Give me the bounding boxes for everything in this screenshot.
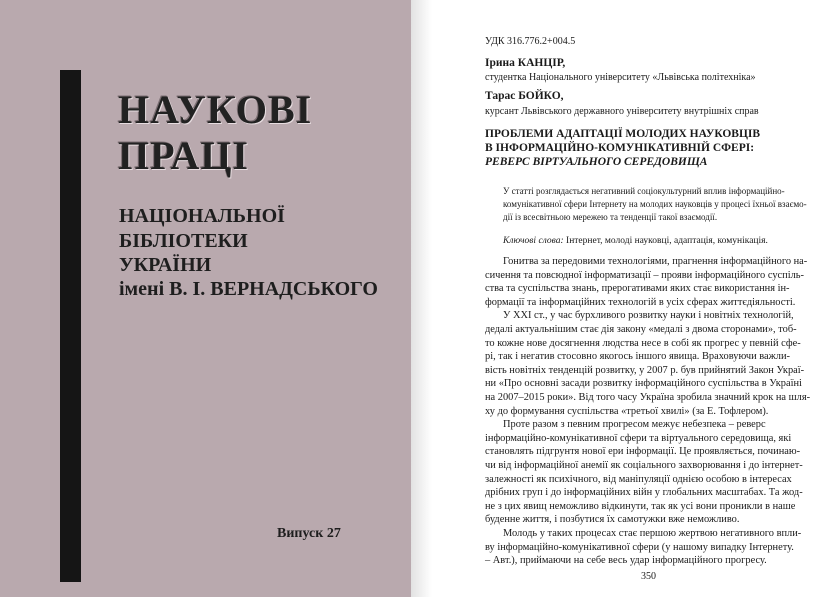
body-line: – Авт.), приймаючи на себе весь удар інформаційного прогресу. (485, 555, 767, 567)
article-title-line-1: ПРОБЛЕМИ АДАПТАЦІЇ МОЛОДИХ НАУКОВЦІВ (485, 128, 761, 140)
body-line: У XXI ст., у час бурхливого розвитку науки і новітніх технологій, (503, 310, 794, 322)
author-2-name: Тарас БОЙКО, (485, 90, 564, 102)
article-title-line-3: РЕВЕРС ВІРТУАЛЬНОГО СЕРЕДОВИЩА (485, 156, 708, 168)
author-1-affiliation: студентка Національного університету «Львівська політехніка» (485, 72, 756, 83)
author-2-affiliation: курсант Львівського державного університету внутрішніх справ (485, 106, 759, 117)
cover-title-line-2: ПРАЦІ (118, 133, 249, 178)
body-line: вість новітніх тенденцій розвитку, у 2007 р. був прийнятий Закон Украї- (485, 364, 805, 376)
udk-code: УДК 316.776.2+004.5 (485, 36, 576, 47)
body-line: ства та суспільства знань, прерогативами яких стає використання ін- (485, 283, 790, 295)
abstract-line-3: дії із всесвітньою мережею та тенденції такої взаємодії. (503, 212, 718, 222)
article-title-line-2: В ІНФОРМАЦІЙНО-КОМУНІКАТИВНІЙ СФЕРІ: (485, 142, 755, 154)
body-line: Гонитва за передовими технологіями, прагнення інформаційного на- (503, 256, 808, 267)
body-line: на 2007–2015 роки». Від того часу Україна зробила значний крок на шля- (485, 392, 811, 403)
abstract-line-2: комунікативної сфери Інтернету на молодих науковців у процесі їхньої взаємо- (503, 199, 807, 209)
page-number: 350 (641, 570, 656, 582)
cover-title-line-1: НАУКОВІ (118, 87, 313, 132)
book-gutter (411, 0, 441, 597)
cover-vertical-bar (60, 70, 81, 582)
cover-subtitle-line-2: БІБЛІОТЕКИ (119, 230, 248, 252)
body-line: то кожне нове досягнення людства несе в собі як прогрес у певній сфе- (485, 337, 801, 349)
article-page (441, 0, 825, 597)
body-line: Проте разом з певним прогресом межує небезпека – реверс (503, 419, 766, 431)
keywords-label: Ключові слова: (503, 236, 564, 246)
body-line: ху до формування суспільства «третьої хвилі» (за Е. Тофлером). (485, 405, 769, 417)
body-line: рі, так і негатив стосовно якогось іншого явища. Враховуючи важли- (485, 351, 790, 363)
body-line: дрібних груп і до інформаційних війн у глобальних масштабах. Та жод- (485, 487, 803, 499)
body-line: ни «Про основні засади розвитку інформаційного суспільства в Україні (485, 378, 802, 390)
cover-issue-number: Випуск 27 (277, 526, 341, 541)
book-cover (0, 0, 411, 597)
body-line: становлять підгрунтя нової ери інформації. Це проявляється, починаю- (485, 446, 801, 458)
author-1-name: Ірина КАНЦІР, (485, 57, 566, 69)
body-line: Молодь у таких процесах стає першою жертвою негативного впли- (503, 528, 802, 539)
body-line: формації та інформаційних технологій в усіх сферах життєдіяльності. (485, 296, 796, 308)
body-line: ву інформаційно-комунікативної сфери (у нашому випадку Інтернету. (485, 541, 794, 553)
keywords (503, 236, 768, 246)
cover-subtitle-line-1: НАЦІОНАЛЬНОЇ (119, 205, 285, 227)
body-line: дедалі актуальнішим стає дія закону «медалі з двома сторонами», тоб- (485, 324, 797, 335)
cover-subtitle-line-4: імені В. І. ВЕРНАДСЬКОГО (119, 278, 378, 300)
body-line: залежності як психічного, від маніпуляції однією особою в інтересах (485, 473, 792, 485)
cover-subtitle-line-3: УКРАЇНИ (119, 254, 212, 276)
body-line: чи від інформаційної анемії як соціального захворювання і до інтернет- (485, 460, 803, 471)
body-line: не з цих явищ неможливо відкинути, так як усі вони проникли в наше (485, 500, 796, 512)
body-line: інформаційно-комунікативної сфери та віртуального середовища, які (485, 432, 792, 444)
body-line: буденне життя, і позбутися їх самотужки вже неможливо. (485, 514, 740, 526)
keywords-list: Інтернет, молоді науковці, адаптація, комунікація. (563, 236, 768, 246)
body-line: сичення та повсюдної інформатизації – прояви інформаційного суспіль- (485, 269, 804, 281)
abstract-line-1: У статті розглядається негативний соціокультурний вплив інформаційно- (503, 186, 785, 196)
